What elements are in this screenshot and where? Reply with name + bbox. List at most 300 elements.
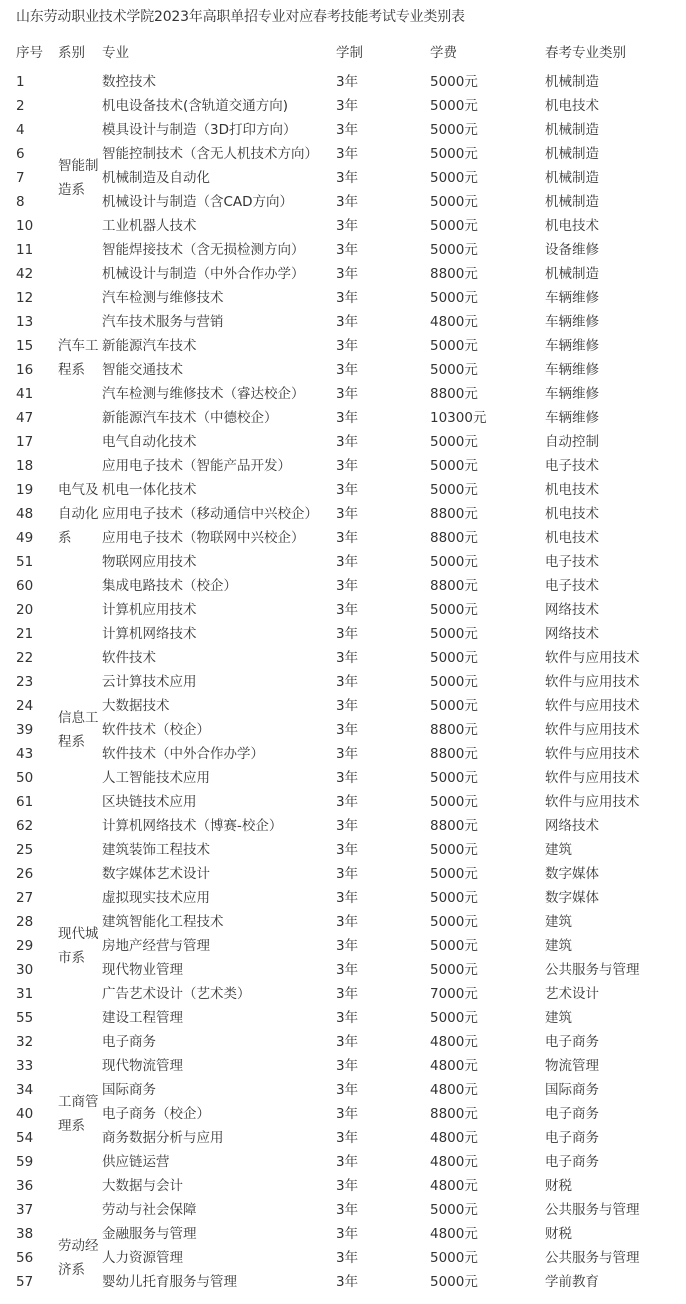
row-category: 机械制造	[545, 122, 599, 138]
row-years: 3年	[336, 842, 359, 858]
row-major: 智能交通技术	[102, 362, 183, 378]
table-row	[0, 502, 686, 526]
row-category: 车辆维修	[545, 386, 599, 402]
row-years: 3年	[336, 338, 359, 354]
row-major: 汽车检测与维修技术	[102, 290, 224, 306]
row-no: 51	[16, 554, 34, 570]
row-fee: 5000元	[430, 482, 478, 498]
table-row	[0, 1174, 686, 1198]
row-major: 智能焊接技术（含无损检测方向）	[102, 242, 305, 258]
row-years: 3年	[336, 290, 359, 306]
row-no: 55	[16, 1010, 34, 1026]
row-years: 3年	[336, 938, 359, 954]
table-row	[0, 862, 686, 886]
row-no: 61	[16, 794, 34, 810]
row-no: 21	[16, 626, 34, 642]
row-no: 16	[16, 362, 34, 378]
row-years: 3年	[336, 1082, 359, 1098]
department-label: 信息工程系	[58, 710, 99, 750]
row-major: 电子商务（校企）	[102, 1106, 210, 1122]
row-fee: 5000元	[430, 1250, 478, 1266]
row-category: 数字媒体	[545, 866, 599, 882]
row-years: 3年	[336, 770, 359, 786]
row-fee: 4800元	[430, 314, 478, 330]
row-no: 24	[16, 698, 34, 714]
row-category: 车辆维修	[545, 290, 599, 306]
row-fee: 5000元	[430, 794, 478, 810]
table-row	[0, 238, 686, 262]
row-major: 现代物业管理	[102, 962, 183, 978]
row-category: 建筑	[545, 1010, 572, 1026]
row-category: 软件与应用技术	[545, 722, 640, 738]
row-major: 金融服务与管理	[102, 1226, 197, 1242]
table-row	[0, 214, 686, 238]
row-no: 48	[16, 506, 34, 522]
row-years: 3年	[336, 1274, 359, 1290]
row-major: 物联网应用技术	[102, 554, 197, 570]
row-years: 3年	[336, 986, 359, 1002]
row-category: 机电技术	[545, 506, 599, 522]
row-category: 机械制造	[545, 266, 599, 282]
row-major: 计算机应用技术	[102, 602, 197, 618]
table-row	[0, 70, 686, 94]
row-major: 人力资源管理	[102, 1250, 183, 1266]
row-no: 29	[16, 938, 34, 954]
row-category: 公共服务与管理	[545, 1250, 640, 1266]
row-years: 3年	[336, 458, 359, 474]
row-no: 11	[16, 242, 34, 258]
row-category: 电子商务	[545, 1106, 599, 1122]
table-row	[0, 1006, 686, 1030]
row-fee: 4800元	[430, 1178, 478, 1194]
row-no: 18	[16, 458, 34, 474]
row-category: 车辆维修	[545, 362, 599, 378]
row-years: 3年	[336, 818, 359, 834]
row-years: 3年	[336, 554, 359, 570]
row-fee: 4800元	[430, 1226, 478, 1242]
row-category: 机械制造	[545, 74, 599, 90]
table-row	[0, 526, 686, 550]
row-no: 50	[16, 770, 34, 786]
row-category: 软件与应用技术	[545, 698, 640, 714]
row-no: 7	[16, 170, 25, 186]
table-row	[0, 142, 686, 166]
row-no: 34	[16, 1082, 34, 1098]
row-category: 机械制造	[545, 194, 599, 210]
row-years: 3年	[336, 386, 359, 402]
row-category: 机电技术	[545, 218, 599, 234]
table-row	[0, 1270, 686, 1294]
table-row	[0, 286, 686, 310]
table-row	[0, 454, 686, 478]
row-major: 模具设计与制造（3D打印方向）	[102, 122, 297, 138]
table-row	[0, 94, 686, 118]
row-years: 3年	[336, 1130, 359, 1146]
table-row	[0, 382, 686, 406]
row-years: 3年	[336, 962, 359, 978]
row-fee: 8800元	[430, 530, 478, 546]
row-years: 3年	[336, 602, 359, 618]
row-fee: 4800元	[430, 1058, 478, 1074]
row-major: 房地产经营与管理	[102, 938, 210, 954]
row-years: 3年	[336, 506, 359, 522]
row-no: 27	[16, 890, 34, 906]
row-no: 31	[16, 986, 34, 1002]
row-fee: 4800元	[430, 1130, 478, 1146]
table-row	[0, 430, 686, 454]
row-years: 3年	[336, 650, 359, 666]
row-major: 云计算技术应用	[102, 674, 197, 690]
row-fee: 5000元	[430, 290, 478, 306]
row-no: 38	[16, 1226, 34, 1242]
table-row	[0, 166, 686, 190]
table-row	[0, 910, 686, 934]
row-fee: 5000元	[430, 98, 478, 114]
row-fee: 4800元	[430, 1034, 478, 1050]
row-category: 电子商务	[545, 1034, 599, 1050]
row-major: 大数据与会计	[102, 1178, 183, 1194]
row-category: 车辆维修	[545, 410, 599, 426]
table-row	[0, 742, 686, 766]
row-no: 36	[16, 1178, 34, 1194]
row-major: 应用电子技术（移动通信中兴校企）	[102, 506, 318, 522]
row-years: 3年	[336, 1034, 359, 1050]
row-major: 工业机器人技术	[102, 218, 197, 234]
row-no: 30	[16, 962, 34, 978]
header-fee: 学费	[430, 45, 457, 61]
row-category: 数字媒体	[545, 890, 599, 906]
row-years: 3年	[336, 146, 359, 162]
row-major: 机电设备技术(含轨道交通方向)	[102, 98, 289, 114]
table-row	[0, 334, 686, 358]
row-category: 艺术设计	[545, 986, 599, 1002]
table-row	[0, 1222, 686, 1246]
row-major: 商务数据分析与应用	[102, 1130, 224, 1146]
row-no: 39	[16, 722, 34, 738]
table-row	[0, 838, 686, 862]
row-no: 56	[16, 1250, 34, 1266]
row-no: 15	[16, 338, 34, 354]
row-major: 国际商务	[102, 1082, 156, 1098]
table-row	[0, 814, 686, 838]
row-major: 数控技术	[102, 74, 156, 90]
row-major: 机电一体化技术	[102, 482, 197, 498]
row-fee: 5000元	[430, 242, 478, 258]
table-row	[0, 1078, 686, 1102]
row-major: 虚拟现实技术应用	[102, 890, 210, 906]
row-major: 汽车技术服务与营销	[102, 314, 224, 330]
table-row	[0, 958, 686, 982]
row-fee: 5000元	[430, 362, 478, 378]
table-row	[0, 1030, 686, 1054]
row-major: 机械设计与制造（含CAD方向）	[102, 194, 294, 210]
row-fee: 5000元	[430, 554, 478, 570]
row-years: 3年	[336, 410, 359, 426]
row-fee: 5000元	[430, 194, 478, 210]
row-major: 计算机网络技术	[102, 626, 197, 642]
row-no: 40	[16, 1106, 34, 1122]
row-category: 软件与应用技术	[545, 746, 640, 762]
row-years: 3年	[336, 218, 359, 234]
row-no: 25	[16, 842, 34, 858]
table-row	[0, 262, 686, 286]
row-major: 婴幼儿托育服务与管理	[102, 1274, 237, 1290]
table-row	[0, 1198, 686, 1222]
header-category: 春考专业类别	[545, 45, 626, 61]
row-category: 软件与应用技术	[545, 770, 640, 786]
table-row	[0, 646, 686, 670]
row-no: 43	[16, 746, 34, 762]
row-years: 3年	[336, 674, 359, 690]
department-label: 汽车工程系	[58, 338, 99, 378]
row-category: 机电技术	[545, 98, 599, 114]
row-major: 集成电路技术（校企）	[102, 578, 237, 594]
row-category: 国际商务	[545, 1082, 599, 1098]
row-category: 软件与应用技术	[545, 674, 640, 690]
row-no: 8	[16, 194, 25, 210]
row-no: 47	[16, 410, 34, 426]
row-no: 59	[16, 1154, 34, 1170]
department-label: 劳动经济系	[58, 1238, 99, 1278]
row-fee: 5000元	[430, 122, 478, 138]
table-row	[0, 310, 686, 334]
table-row	[0, 406, 686, 430]
row-category: 机电技术	[545, 530, 599, 546]
row-fee: 5000元	[430, 170, 478, 186]
row-major: 现代物流管理	[102, 1058, 183, 1074]
row-major: 大数据技术	[102, 698, 170, 714]
row-years: 3年	[336, 170, 359, 186]
row-category: 电子技术	[545, 578, 599, 594]
row-fee: 5000元	[430, 914, 478, 930]
row-no: 33	[16, 1058, 34, 1074]
table-row	[0, 766, 686, 790]
row-fee: 5000元	[430, 698, 478, 714]
row-fee: 5000元	[430, 866, 478, 882]
row-fee: 5000元	[430, 338, 478, 354]
row-major: 软件技术（校企）	[102, 722, 210, 738]
header-dept: 系别	[58, 45, 85, 61]
row-years: 3年	[336, 194, 359, 210]
row-no: 19	[16, 482, 34, 498]
table-row	[0, 550, 686, 574]
row-fee: 5000元	[430, 1202, 478, 1218]
row-years: 3年	[336, 914, 359, 930]
table-row	[0, 478, 686, 502]
row-no: 4	[16, 122, 25, 138]
row-years: 3年	[336, 890, 359, 906]
row-years: 3年	[336, 1250, 359, 1266]
row-fee: 8800元	[430, 506, 478, 522]
row-years: 3年	[336, 1010, 359, 1026]
table-row	[0, 1246, 686, 1270]
row-years: 3年	[336, 866, 359, 882]
row-fee: 5000元	[430, 74, 478, 90]
row-major: 数字媒体艺术设计	[102, 866, 210, 882]
row-major: 人工智能技术应用	[102, 770, 210, 786]
row-category: 财税	[545, 1178, 572, 1194]
row-major: 广告艺术设计（艺术类）	[102, 986, 251, 1002]
page-title: 山东劳动职业技术学院2023年高职单招专业对应春考技能考试专业类别表	[16, 9, 465, 25]
row-fee: 5000元	[430, 458, 478, 474]
row-major: 供应链运营	[102, 1154, 170, 1170]
row-fee: 8800元	[430, 722, 478, 738]
table-row	[0, 622, 686, 646]
row-fee: 4800元	[430, 1082, 478, 1098]
row-years: 3年	[336, 1106, 359, 1122]
row-years: 3年	[336, 722, 359, 738]
row-no: 42	[16, 266, 34, 282]
row-no: 10	[16, 218, 34, 234]
row-years: 3年	[336, 1178, 359, 1194]
table-row	[0, 1054, 686, 1078]
row-fee: 5000元	[430, 674, 478, 690]
row-years: 3年	[336, 122, 359, 138]
table-row	[0, 118, 686, 142]
table-row	[0, 1126, 686, 1150]
table-row	[0, 670, 686, 694]
row-category: 财税	[545, 1226, 572, 1242]
row-years: 3年	[336, 1154, 359, 1170]
row-category: 机电技术	[545, 482, 599, 498]
row-no: 6	[16, 146, 25, 162]
row-category: 建筑	[545, 938, 572, 954]
row-years: 3年	[336, 1202, 359, 1218]
row-major: 汽车检测与维修技术（睿达校企）	[102, 386, 305, 402]
row-years: 3年	[336, 530, 359, 546]
department-label: 电气及自动化系	[58, 482, 99, 546]
header-major: 专业	[102, 45, 129, 61]
header-years: 学制	[336, 45, 363, 61]
row-category: 设备维修	[545, 242, 599, 258]
row-category: 公共服务与管理	[545, 962, 640, 978]
row-major: 区块链技术应用	[102, 794, 197, 810]
row-fee: 8800元	[430, 1106, 478, 1122]
row-category: 软件与应用技术	[545, 794, 640, 810]
row-major: 机械设计与制造（中外合作办学）	[102, 266, 305, 282]
row-years: 3年	[336, 626, 359, 642]
row-category: 车辆维修	[545, 314, 599, 330]
row-years: 3年	[336, 266, 359, 282]
row-years: 3年	[336, 698, 359, 714]
row-years: 3年	[336, 242, 359, 258]
row-no: 1	[16, 74, 25, 90]
department-label: 工商管理系	[58, 1094, 99, 1134]
row-no: 20	[16, 602, 34, 618]
row-no: 13	[16, 314, 34, 330]
row-years: 3年	[336, 74, 359, 90]
row-fee: 8800元	[430, 818, 478, 834]
table-row	[0, 574, 686, 598]
row-major: 电气自动化技术	[102, 434, 197, 450]
row-major: 应用电子技术（物联网中兴校企）	[102, 530, 305, 546]
row-no: 12	[16, 290, 34, 306]
row-fee: 5000元	[430, 770, 478, 786]
row-no: 26	[16, 866, 34, 882]
row-major: 劳动与社会保障	[102, 1202, 197, 1218]
row-fee: 5000元	[430, 146, 478, 162]
table-header	[0, 41, 686, 65]
table-row	[0, 982, 686, 1006]
row-fee: 5000元	[430, 1274, 478, 1290]
department-label: 智能制造系	[58, 158, 99, 198]
row-no: 22	[16, 650, 34, 666]
row-fee: 5000元	[430, 218, 478, 234]
row-fee: 8800元	[430, 578, 478, 594]
row-category: 网络技术	[545, 818, 599, 834]
row-no: 32	[16, 1034, 34, 1050]
row-major: 新能源汽车技术	[102, 338, 197, 354]
row-years: 3年	[336, 482, 359, 498]
row-no: 49	[16, 530, 34, 546]
row-major: 建筑智能化工程技术	[102, 914, 224, 930]
row-major: 新能源汽车技术（中德校企）	[102, 410, 278, 426]
department-label: 现代城市系	[58, 926, 99, 966]
row-years: 3年	[336, 1226, 359, 1242]
row-no: 62	[16, 818, 34, 834]
row-category: 机械制造	[545, 170, 599, 186]
row-major: 机械制造及自动化	[102, 170, 210, 186]
row-category: 网络技术	[545, 626, 599, 642]
table-row	[0, 718, 686, 742]
row-fee: 5000元	[430, 626, 478, 642]
row-category: 学前教育	[545, 1274, 599, 1290]
row-no: 17	[16, 434, 34, 450]
row-no: 60	[16, 578, 34, 594]
row-years: 3年	[336, 794, 359, 810]
row-no: 41	[16, 386, 34, 402]
row-fee: 8800元	[430, 266, 478, 282]
row-fee: 5000元	[430, 1010, 478, 1026]
row-fee: 5000元	[430, 602, 478, 618]
row-no: 54	[16, 1130, 34, 1146]
row-fee: 7000元	[430, 986, 478, 1002]
row-fee: 5000元	[430, 434, 478, 450]
row-category: 机械制造	[545, 146, 599, 162]
row-no: 37	[16, 1202, 34, 1218]
row-fee: 5000元	[430, 650, 478, 666]
row-fee: 10300元	[430, 410, 487, 426]
row-no: 57	[16, 1274, 34, 1290]
row-fee: 8800元	[430, 746, 478, 762]
row-category: 物流管理	[545, 1058, 599, 1074]
row-category: 电子技术	[545, 458, 599, 474]
row-years: 3年	[336, 746, 359, 762]
row-major: 计算机网络技术（博赛-校企）	[102, 818, 283, 834]
row-category: 电子商务	[545, 1130, 599, 1146]
row-category: 电子商务	[545, 1154, 599, 1170]
table-row	[0, 358, 686, 382]
row-years: 3年	[336, 314, 359, 330]
row-category: 公共服务与管理	[545, 1202, 640, 1218]
row-fee: 4800元	[430, 1154, 478, 1170]
row-no: 28	[16, 914, 34, 930]
row-fee: 5000元	[430, 938, 478, 954]
row-no: 2	[16, 98, 25, 114]
row-category: 车辆维修	[545, 338, 599, 354]
row-category: 建筑	[545, 842, 572, 858]
table-row	[0, 934, 686, 958]
row-major: 软件技术	[102, 650, 156, 666]
table-row	[0, 190, 686, 214]
row-years: 3年	[336, 362, 359, 378]
row-category: 自动控制	[545, 434, 599, 450]
header-no: 序号	[16, 45, 43, 61]
row-category: 网络技术	[545, 602, 599, 618]
row-fee: 5000元	[430, 890, 478, 906]
row-major: 建筑装饰工程技术	[102, 842, 210, 858]
row-years: 3年	[336, 98, 359, 114]
